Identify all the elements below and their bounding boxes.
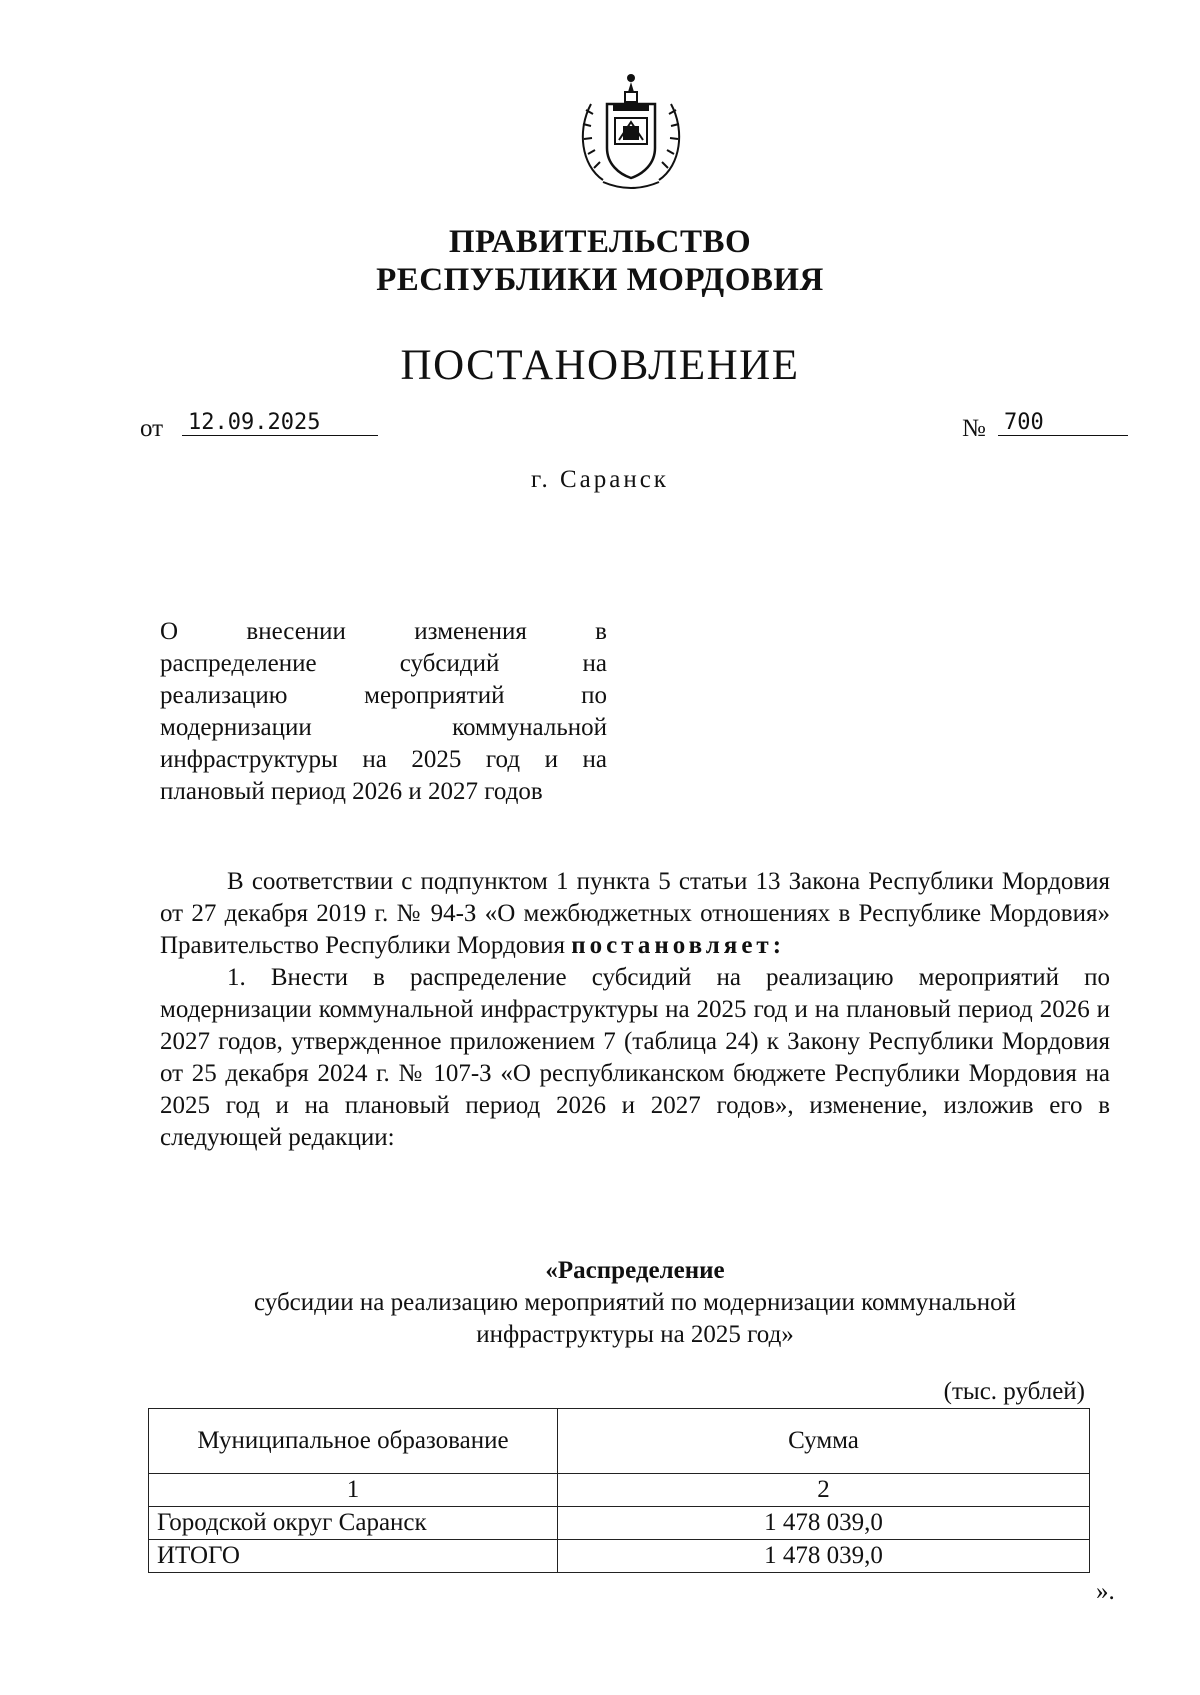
date-label: от xyxy=(140,415,164,442)
table-row-total xyxy=(149,1540,1090,1573)
subsidy-table xyxy=(148,1408,1090,1573)
subject-line: распределение субсидий на xyxy=(160,650,607,677)
table-cell-municipality: ИТОГО xyxy=(149,1540,558,1573)
coat-of-arms-icon xyxy=(573,70,689,194)
subject-line: О внесении изменения в xyxy=(160,618,607,645)
subject-line: реализацию мероприятий по xyxy=(160,682,607,709)
column-number: 1 xyxy=(149,1474,558,1507)
document-body xyxy=(160,866,1110,1154)
subject-line: модернизации коммунальной xyxy=(160,714,607,741)
distribution-subtitle-line: субсидии на реализацию мероприятий по модернизации коммунальной xyxy=(254,1289,1016,1316)
date-number-row xyxy=(140,410,1122,446)
government-name-line2: РЕСПУБЛИКИ МОРДОВИЯ xyxy=(376,262,824,298)
city-name: г. Саранск xyxy=(531,466,669,493)
units-label: (тыс. рублей) xyxy=(943,1378,1085,1405)
closing-quote-mark: ». xyxy=(1096,1578,1115,1605)
distribution-subtitle-line: инфраструктуры на 2025 год» xyxy=(476,1321,794,1348)
document-type-title: ПОСТАНОВЛЕНИЕ xyxy=(400,342,800,389)
column-number: 2 xyxy=(558,1474,1090,1507)
intro-text: В соответствии с подпунктом 1 пункта 5 статьи 13 Закона Республики Мордовия от 27 декабря 2019 г. № 94-З «О межбюджетных отношениях в Республике Мордовия» Правительство Республики Мордовия xyxy=(160,868,1110,959)
decree-word: постановляет: xyxy=(571,932,786,959)
intro-paragraph xyxy=(160,866,1110,962)
government-name-line1: ПРАВИТЕЛЬСТВО xyxy=(448,224,752,260)
distribution-heading xyxy=(0,1255,1200,1351)
subject-line: инфраструктуры на 2025 год и на xyxy=(160,746,607,773)
distribution-title: «Распределение xyxy=(545,1257,725,1284)
table-cell-amount: 1 478 039,0 xyxy=(558,1540,1090,1573)
table-column-numbers-row xyxy=(149,1474,1090,1507)
date-value: 12.09.2025 xyxy=(182,410,378,436)
header-amount: Сумма xyxy=(558,1409,1090,1474)
table-cell-municipality: Городской округ Саранск xyxy=(149,1507,558,1540)
table-row xyxy=(149,1507,1090,1540)
number-label: № xyxy=(962,415,986,442)
table-cell-amount: 1 478 039,0 xyxy=(558,1507,1090,1540)
item-1-paragraph: 1. Внести в распределение субсидий на реализацию мероприятий по модернизации коммунальной инфраструктуры на 2025 год и на плановый период 2026 и 2027 годов, утвержденное приложением 7 (таблица 24) к Закону Республики Мордовия от 25 декабря 2024 г. № 107-З «О республиканском бюджете Республики Мордовия на 2025 год и на плановый период 2026 и 2027 годов», изменение, изложив его в следующей редакции: xyxy=(160,964,1110,1151)
subject-line: плановый период 2026 и 2027 годов xyxy=(160,778,543,805)
header-municipality: Муниципальное образование xyxy=(149,1409,558,1474)
document-subject-title xyxy=(160,616,607,808)
table-header-row xyxy=(149,1409,1090,1474)
number-value: 700 xyxy=(998,410,1128,436)
